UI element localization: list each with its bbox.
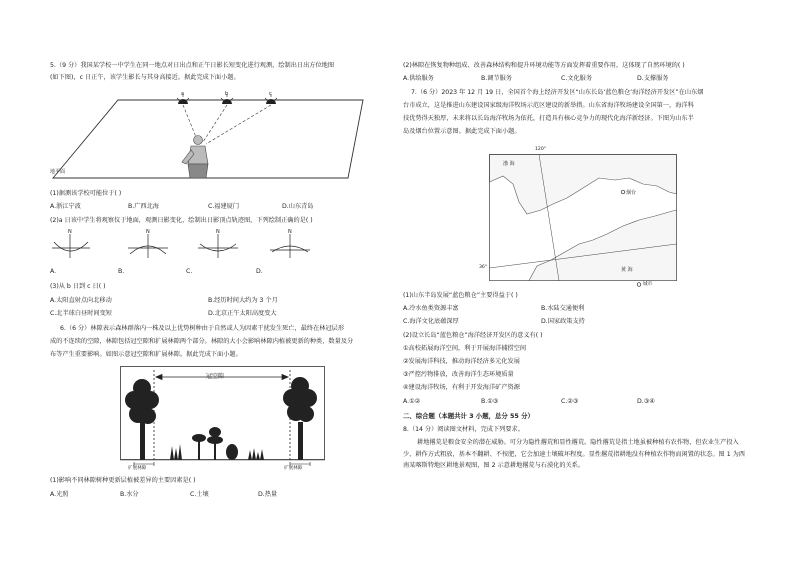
q7-sub1: (1)山东半岛发展“蓝色粮仓”主要得益于( ): [403, 292, 518, 299]
q5-sub3-option-a[interactable]: A.太阳直射点向北移动: [50, 297, 112, 304]
shandong-map: [489, 148, 677, 288]
q5-intro-line2: (如下图)，c 日正午，该学生影长与其身高接近。据此完成下面小题。: [50, 74, 240, 81]
map-legend-city: 城市: [643, 282, 653, 287]
q6-sub1-option-c[interactable]: C.土壤: [190, 491, 209, 498]
q5-sub1-option-c[interactable]: C.福建厦门: [208, 203, 240, 210]
q6-forest-gap-figure: [120, 366, 325, 472]
q8-intro: 8.（14 分）阅读图文材料，完成下列要求。: [403, 426, 524, 433]
q5-sun-figure: [48, 88, 368, 186]
map-latitude-label: 36°: [479, 265, 488, 270]
north-label-c: N: [216, 229, 220, 235]
map-sea-south-label: 黄 海: [621, 267, 633, 273]
q6-sub2-option-c[interactable]: C.文化服务: [561, 75, 593, 82]
q6-sub2-option-a[interactable]: A.供给服务: [403, 75, 434, 82]
q5-intro-line1: 5.（9 分）我国某学校一中学生在同一地点对日出点和正午日影长短变化进行观测，绘制出日出方位地图: [50, 62, 335, 69]
expanded-gap-label-left: 扩展林隙: [128, 466, 147, 471]
q7-sub2-option-d[interactable]: D.③④: [637, 398, 655, 405]
q5-sub2: (2)a 日该中学生将观察仪于地面，观测日影变化，绘制出日影顶点轨迹图，下列绘制正确的是( ): [50, 217, 313, 224]
q5-sub3-option-c[interactable]: C.北半球白昼时间变短: [50, 310, 112, 317]
canopy-gap-label: 冠空隙: [206, 373, 225, 380]
q5-sub3-option-d[interactable]: D.北京正午太阳高度变大: [208, 310, 277, 317]
q7-sub2-option-b[interactable]: B.①③: [481, 398, 499, 405]
q7-sub2-item-4: ④建设海洋牧场，有利于开发海洋矿产资源: [403, 384, 520, 391]
map-longitude-label: 120°: [535, 147, 547, 152]
sun-label-c: c: [269, 91, 272, 97]
q6-sub1-option-b[interactable]: B.水分: [120, 491, 139, 498]
q5-sub3: (3)从 b 日到 c 日( ): [50, 283, 106, 290]
q7-sub2-option-c[interactable]: C.②③: [561, 398, 579, 405]
q7-intro-line4: 岛及烟台位置示意图。据此完成下面小题。: [403, 128, 521, 135]
q6-sub1-option-d[interactable]: D.热量: [258, 491, 278, 498]
q7-sub1-option-c[interactable]: C.海洋文化底蕴深厚: [403, 318, 459, 325]
q8-paragraph: 耕地撂荒是粮食安全的潜在威胁。可分为隐性撂荒和显性撂荒。隐性撂荒是指土地虽被种植有农作物，但农业生产投入少，耕作方式粗放，基本不翻耕、不按肥，它会加速土壤破坏程度。显性撂荒指耕地没有种植农作物而闲置的状态。图 1 为西南某喀斯特地区耕地景观图，图 2 示意耕地撂荒与石漠化的关系。: [403, 439, 745, 469]
q6-sub2: (2)林隙在恢复物种组成、改善森林结构和提升环境功能等方面发挥着重要作用，这体现了自然环境的( ): [403, 62, 685, 69]
q6-intro-line1: 6.（6 分）林隙表示森林群落内一株及以上优势树种由于自然或人为因素干扰发生死亡，最终在林冠层形: [60, 325, 345, 332]
north-label-a: N: [68, 229, 72, 235]
q7-sub1-option-a[interactable]: A.冷水鱼类资源丰富: [403, 305, 459, 312]
sun-label-a: a: [181, 91, 185, 97]
map-sea-north-label: 渤 海: [503, 161, 515, 167]
diagram-label-d[interactable]: D.: [256, 268, 263, 275]
q6-sub1: (1)影响不同林隙树种更新层植被差异的主要因素是( ): [50, 477, 196, 484]
diagram-label-c[interactable]: C.: [186, 268, 193, 275]
map-city-yantai-label: 烟台: [626, 190, 637, 196]
q7-sub2: (2)设立长岛“蓝色粮仓”海洋经济开发区的意义有( ): [403, 332, 543, 339]
north-label-d: N: [288, 229, 292, 235]
ground-plane-label: 地平面: [50, 169, 66, 175]
q6-sub1-option-a[interactable]: A.光照: [50, 491, 69, 498]
north-label-b: N: [146, 229, 150, 235]
q7-sub2-item-2: ②发展海洋科技，推动海洋经济多元化发展: [403, 358, 520, 365]
diagram-label-b[interactable]: B.: [118, 268, 125, 275]
q5-sub1: (1)据测该学校可能位于( ): [50, 190, 122, 197]
diagram-label-a[interactable]: A.: [50, 268, 57, 275]
q5-sub3-option-b[interactable]: B.经历时间大约为 3 个月: [208, 297, 278, 304]
q5-sub1-option-d[interactable]: D.山东青岛: [282, 203, 314, 210]
q7-sub2-option-a[interactable]: A.①②: [403, 398, 421, 405]
q7-intro-line1: 7.（6 分）2023 年 12 月 19 日，全国首个海上经济开发区“山东长岛‘蓝色粮仓’海洋经济开发区”在山东烟: [411, 89, 704, 96]
q5-sub1-option-b[interactable]: B.广西北海: [128, 203, 159, 210]
q6-intro-line2: 成的不连续的空隙，林隙包括冠空隙和扩展林隙两个部分。林隙的大小会影响林隙内植被更新的种类、数量及分: [50, 338, 354, 345]
q7-intro-line3: 技优势得天独厚，未来将以长岛海洋牧场为依托，打造具有核心竞争力的现代化海洋新经济。下图为山东半: [403, 115, 694, 122]
q5-shadow-track-diagrams: [50, 230, 350, 276]
q7-sub2-item-3: ③严控污物排放，改善海洋生态环境质量: [403, 371, 514, 378]
q7-intro-line2: 台市成立，这是推进山东建设国家级海洋牧场示范区建设的新举措。山东省海洋牧场建设全国第一，海洋科: [403, 102, 694, 109]
q6-intro-line3: 布等产生重要影响。如图示意冠空隙和扩展林隙。据此完成下面小题。: [50, 351, 242, 358]
right-column: [397, 0, 794, 562]
q7-sub1-option-b[interactable]: B.水陆交通便利: [541, 305, 585, 312]
expanded-gap-label-right: 扩展林隙: [284, 466, 303, 471]
sun-label-b: b: [225, 91, 229, 97]
q5-sub1-option-a[interactable]: A.浙江宁波: [50, 203, 81, 210]
q7-sub2-item-1: ①高校拓展海洋空间，利于开展海洋捕捞空间: [403, 345, 527, 352]
q7-sub1-option-d[interactable]: D.国家政策支持: [541, 318, 585, 325]
q6-sub2-option-b[interactable]: B.调节服务: [481, 75, 512, 82]
section2-title: 二、综合题（本题共计 3 小题，总分 55 分）: [403, 412, 534, 420]
q6-sub2-option-d[interactable]: D.支撑服务: [637, 75, 669, 82]
